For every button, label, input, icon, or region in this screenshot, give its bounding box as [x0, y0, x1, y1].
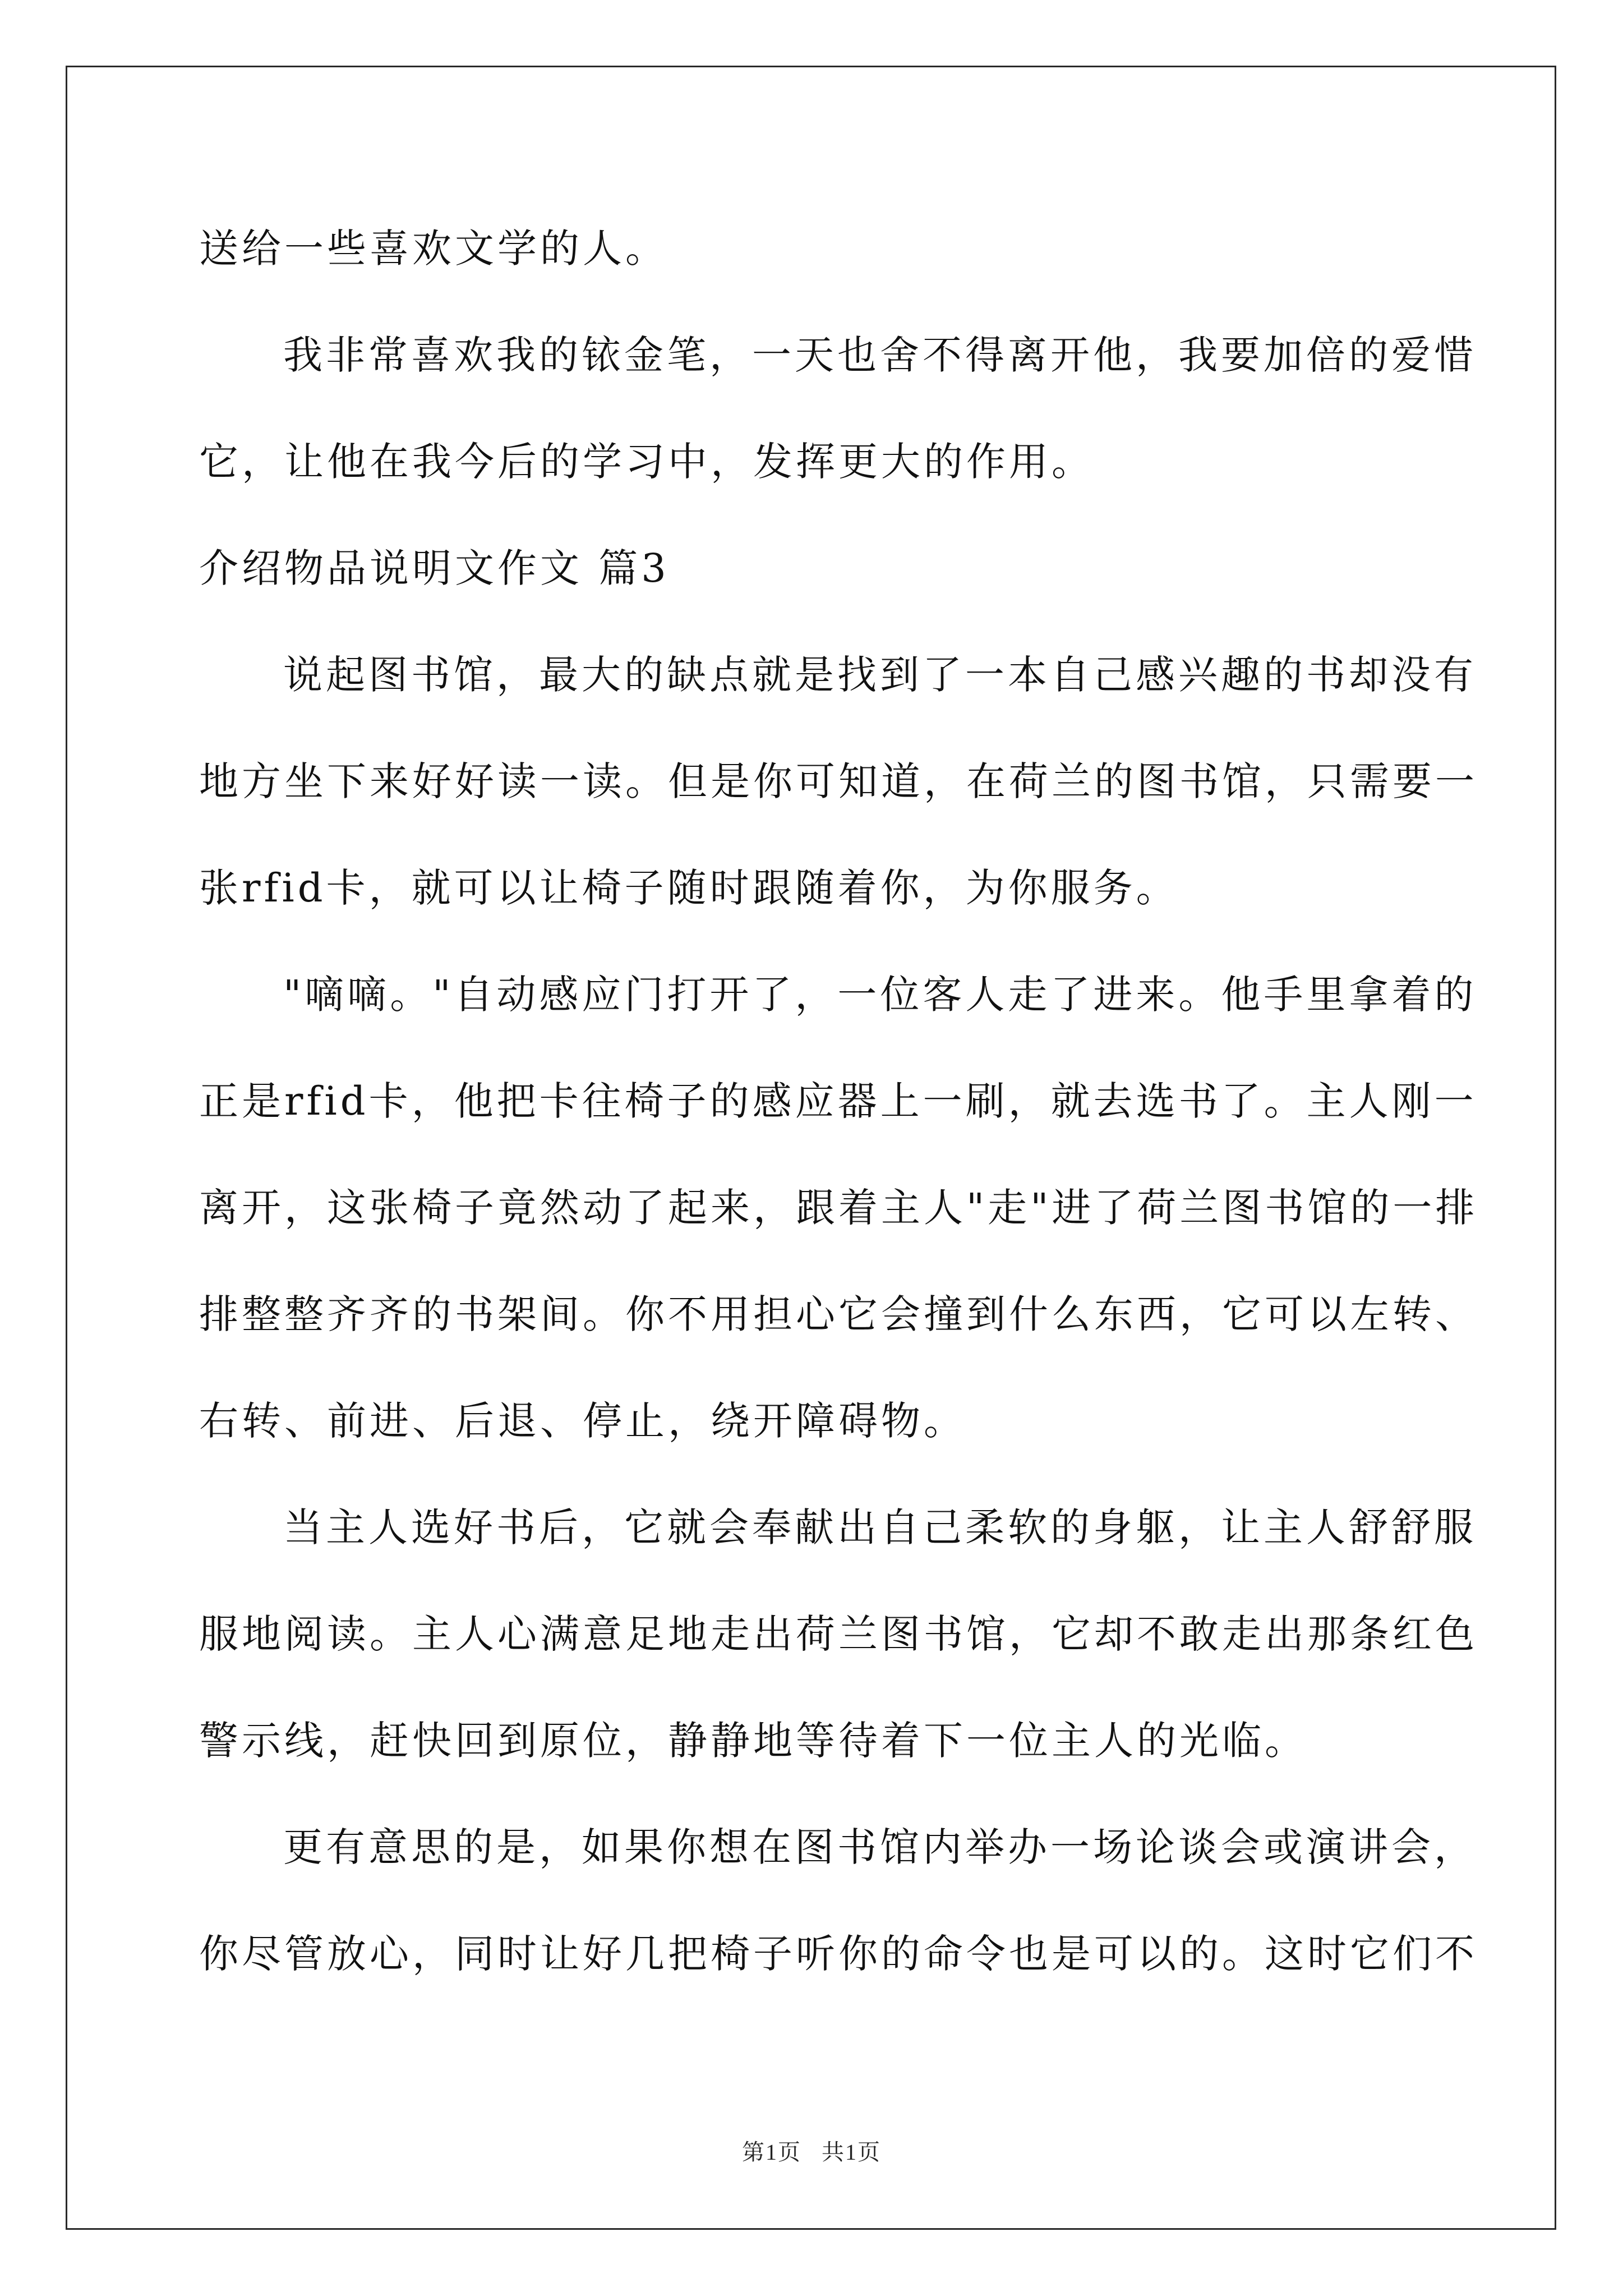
paragraph-start: 我非常喜欢我的铱金笔，一天也舍不得离开他，我要加倍的爱惜: [283, 332, 1477, 378]
paragraph-start: "嘀嘀。"自动感应门打开了，一位客人走了进来。他手里拿着的: [283, 972, 1477, 1018]
section-heading: 介绍物品说明文作文 篇3: [199, 545, 670, 591]
paragraph-start: 当主人选好书后，它就会奉献出自己柔软的身躯，让主人舒舒服: [283, 1504, 1477, 1550]
text-line: 离开，这张椅子竟然动了起来，跟着主人"走"进了荷兰图书馆的一排: [199, 1185, 1478, 1231]
text-line: 你尽管放心，同时让好几把椅子听你的命令也是可以的。这时它们不: [199, 1931, 1478, 1977]
text-line: 警示线，赶快回到原位，静静地等待着下一位主人的光临。: [199, 1718, 1307, 1764]
page-border: [66, 66, 1556, 2230]
paragraph-start: 说起图书馆，最大的缺点就是找到了一本自己感兴趣的书却没有: [283, 652, 1477, 698]
text-line: 排整整齐齐的书架间。你不用担心它会撞到什么东西，它可以左转、: [199, 1291, 1478, 1337]
text-line: 服地阅读。主人心满意足地走出荷兰图书馆，它却不敢走出那条红色: [199, 1611, 1478, 1657]
page-number-footer: 第1页 共1页: [742, 2139, 881, 2165]
text-line: 右转、前进、后退、停止，绕开障碍物。: [199, 1398, 966, 1444]
text-line: 张rfid卡，就可以让椅子随时跟随着你，为你服务。: [199, 865, 1179, 911]
text-line: 送给一些喜欢文学的人。: [199, 226, 668, 272]
text-line: 地方坐下来好好读一读。但是你可知道，在荷兰的图书馆，只需要一: [199, 758, 1478, 804]
text-line: 正是rfid卡，他把卡往椅子的感应器上一刷，就去选书了。主人刚一: [199, 1078, 1477, 1124]
paragraph-start: 更有意思的是，如果你想在图书馆内举办一场论谈会或演讲会，: [283, 1824, 1477, 1870]
text-line: 它，让他在我今后的学习中，发挥更大的作用。: [199, 439, 1094, 485]
